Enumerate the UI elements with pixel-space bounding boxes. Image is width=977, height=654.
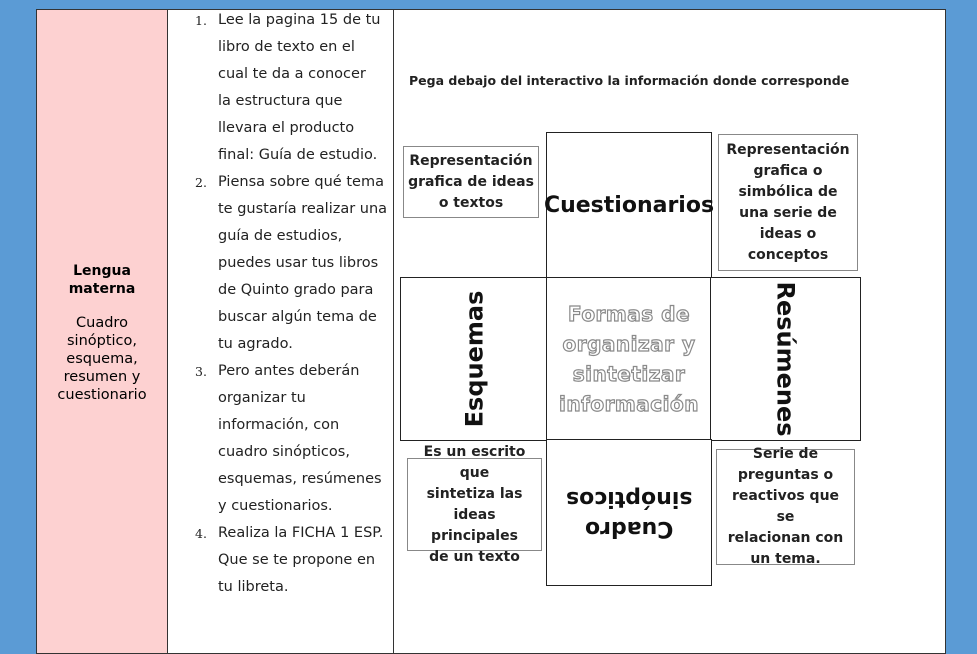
step-line: guía de estudios, <box>218 228 343 244</box>
definition-card-bottom-right <box>716 446 855 567</box>
definition-line: Es un escrito que <box>423 443 526 481</box>
center-title <box>559 299 699 419</box>
subject-title-line: materna <box>68 280 136 297</box>
step-line: la estructura que <box>218 93 343 109</box>
definition-line: grafica o <box>753 162 823 179</box>
step-line: de Quinto grado para <box>218 282 374 298</box>
definition-card-bottom-left <box>407 443 542 565</box>
step-line: puedes usar tus libros <box>218 255 379 271</box>
step-line: tu libreta. <box>218 579 289 595</box>
topic-line: resumen y <box>63 368 141 385</box>
topic-line: Cuadro <box>76 314 128 331</box>
topic-line: esquema, <box>66 350 138 367</box>
activity-instruction: Pega debajo del interactivo la información donde corresponde <box>409 73 850 88</box>
step-text <box>218 169 388 358</box>
step-line: Lee la pagina 15 de tu <box>218 12 381 28</box>
step-number: 3. <box>195 364 207 379</box>
step-line: buscar algún tema de <box>218 309 377 325</box>
step-text <box>218 7 388 169</box>
step-line: Piensa sobre qué tema <box>218 174 384 190</box>
cross-center-cell <box>546 277 712 441</box>
step-line: cuadro sinópticos, <box>218 444 350 460</box>
definition-line: un tema. <box>750 551 821 567</box>
cross-right-cell <box>710 277 861 441</box>
step-line: esquemas, resúmenes <box>218 471 382 487</box>
step-line: Realiza la FICHA 1 ESP. <box>218 525 384 541</box>
step-line: información, con <box>218 417 340 433</box>
definition-card-top-right <box>718 134 858 271</box>
cross-right-label: Resúmenes <box>771 281 800 437</box>
center-title-line: sintetizar <box>572 362 686 386</box>
cross-bottom-label <box>566 483 692 543</box>
definition-line: preguntas o <box>737 467 834 483</box>
step-number: 4. <box>195 526 207 541</box>
definition-line: Representación <box>726 141 850 158</box>
center-title-line: información <box>559 392 699 416</box>
definition-card-top-left <box>403 146 539 218</box>
cross-bottom-cell <box>546 439 712 586</box>
lesson-table <box>36 9 946 654</box>
definition-line: Representación <box>409 152 533 169</box>
topic-line: sinóptico, <box>66 332 137 349</box>
cross-bottom-line: sinópticos <box>565 485 693 511</box>
step-line: te gustaría realizar una <box>218 201 388 217</box>
definition-line: Serie de <box>752 446 819 462</box>
subject-cell <box>37 10 168 653</box>
definition-line: ideas o <box>759 225 817 242</box>
topic-line: cuestionario <box>57 386 147 403</box>
step-line: tu agrado. <box>218 336 293 352</box>
step-text <box>218 520 388 601</box>
subject-topics <box>57 314 146 404</box>
step-line: final: Guía de estudio. <box>218 147 378 163</box>
center-title-line: Formas de <box>567 302 691 326</box>
definition-line: sintetiza las <box>426 485 523 502</box>
step-number: 1. <box>195 13 207 28</box>
definition-line: simbólica de <box>738 183 838 200</box>
cross-bottom-line: Cuadro <box>584 515 674 541</box>
definition-line: grafica de ideas <box>408 173 534 190</box>
step-line: llevara el producto <box>218 120 355 136</box>
cross-left-cell <box>400 277 548 441</box>
step-line: cual te da a conocer <box>218 66 366 82</box>
definition-line: de un texto <box>429 548 520 565</box>
step-text <box>218 358 388 520</box>
definition-line: relacionan con <box>727 530 844 546</box>
subject-title <box>69 262 136 298</box>
definition-line: reactivos que se <box>731 488 840 525</box>
activity-cell <box>394 10 945 653</box>
subject-title-line: Lengua <box>73 262 131 279</box>
step-number: 2. <box>195 175 207 190</box>
step-line: y cuestionarios. <box>218 498 333 514</box>
step-line: Que se te propone en <box>218 552 376 568</box>
cross-left-label: Esquemas <box>460 290 488 428</box>
cross-top-label: Cuestionarios <box>543 193 715 218</box>
center-title-line: organizar y <box>562 332 696 356</box>
step-line: organizar tu <box>218 390 306 406</box>
definition-line: una serie de <box>739 204 837 221</box>
definition-line: ideas principales <box>431 506 518 544</box>
cross-top-cell <box>543 132 715 279</box>
step-line: libro de texto en el <box>218 39 355 55</box>
steps-cell <box>168 10 394 653</box>
step-line: Pero antes deberán <box>218 363 360 379</box>
definition-line: o textos <box>438 194 504 211</box>
definition-line: conceptos <box>747 246 829 263</box>
